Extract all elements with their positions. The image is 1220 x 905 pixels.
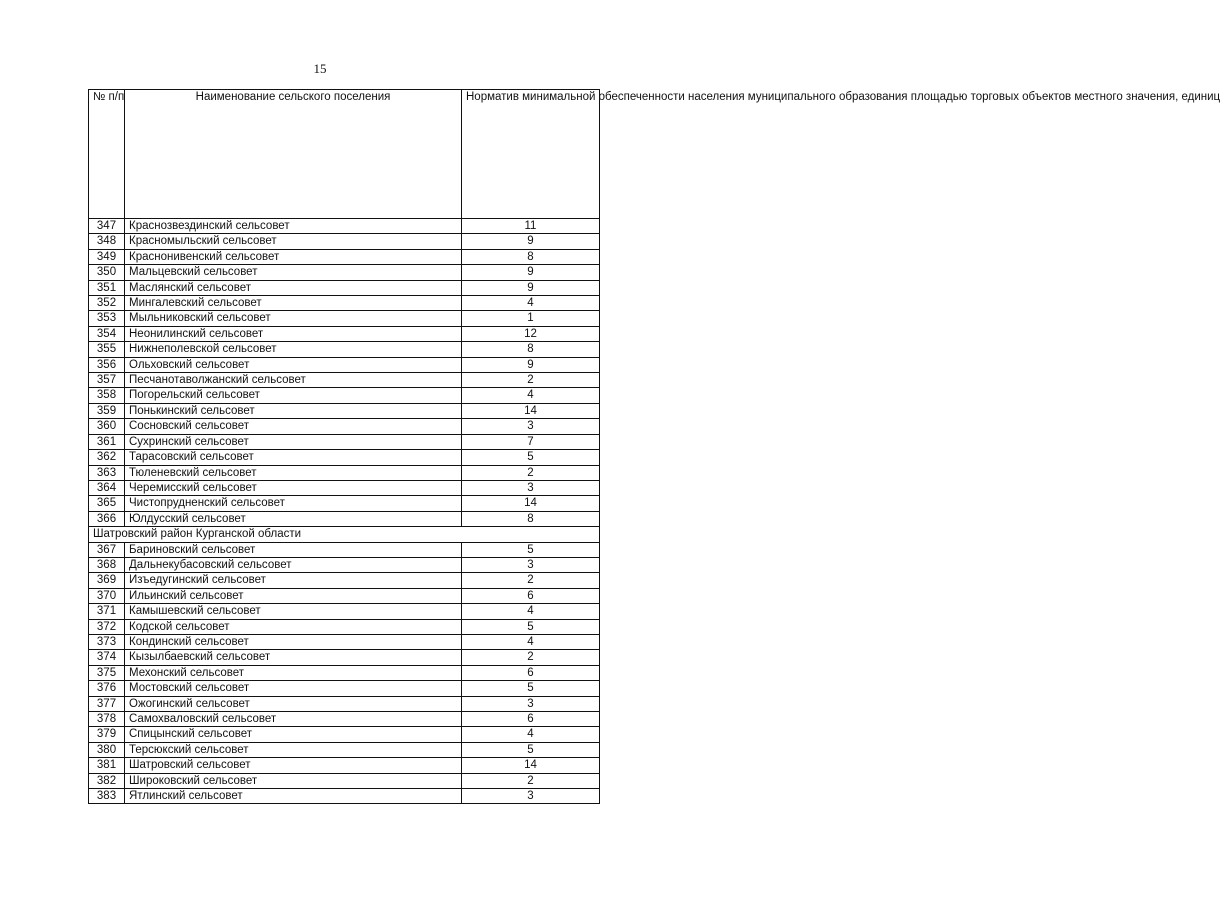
- row-number: 348: [89, 234, 125, 249]
- row-number: 364: [89, 480, 125, 495]
- section-title: Шатровский район Курганской области: [89, 527, 600, 542]
- row-number: 355: [89, 342, 125, 357]
- row-norm-value: 2: [462, 465, 600, 480]
- table-row: [89, 665, 600, 680]
- row-norm-value: 12: [462, 326, 600, 341]
- row-number: 376: [89, 681, 125, 696]
- table-row: [89, 789, 600, 804]
- table-row: [89, 342, 600, 357]
- table-row: [89, 296, 600, 311]
- row-number: 375: [89, 665, 125, 680]
- row-number: 378: [89, 712, 125, 727]
- table-row: [89, 434, 600, 449]
- table-row: [89, 480, 600, 495]
- row-number: 358: [89, 388, 125, 403]
- row-norm-value: 3: [462, 419, 600, 434]
- row-settlement-name: Камышевский сельсовет: [125, 604, 462, 619]
- row-settlement-name: Краснонивенский сельсовет: [125, 249, 462, 264]
- table-body-group1: [89, 219, 600, 527]
- section-body: [89, 527, 600, 542]
- row-number: 362: [89, 450, 125, 465]
- row-norm-value: 9: [462, 265, 600, 280]
- table-row: [89, 696, 600, 711]
- row-number: 372: [89, 619, 125, 634]
- row-settlement-name: Кондинский сельсовет: [125, 634, 462, 649]
- row-settlement-name: Дальнекубасовский сельсовет: [125, 557, 462, 572]
- row-number: 366: [89, 511, 125, 526]
- section-row: [89, 527, 600, 542]
- table-row: [89, 403, 600, 418]
- row-norm-value: 1: [462, 311, 600, 326]
- header-norm: Норматив минимальной обеспеченности населения муниципального образования площадью торговых объектов местного значения, единиц: [462, 90, 600, 219]
- table-row: [89, 742, 600, 757]
- row-norm-value: 8: [462, 249, 600, 264]
- row-norm-value: 5: [462, 542, 600, 557]
- row-number: 368: [89, 557, 125, 572]
- table-row: [89, 773, 600, 788]
- row-settlement-name: Погорельский сельсовет: [125, 388, 462, 403]
- row-settlement-name: Мехонский сельсовет: [125, 665, 462, 680]
- row-number: 356: [89, 357, 125, 372]
- row-settlement-name: Бариновский сельсовет: [125, 542, 462, 557]
- table-row: [89, 388, 600, 403]
- row-norm-value: 3: [462, 480, 600, 495]
- row-norm-value: 14: [462, 496, 600, 511]
- row-norm-value: 5: [462, 742, 600, 757]
- table-row: [89, 604, 600, 619]
- row-settlement-name: Терсюкский сельсовет: [125, 742, 462, 757]
- row-norm-value: 3: [462, 696, 600, 711]
- row-norm-value: 6: [462, 665, 600, 680]
- row-settlement-name: Неонилинский сельсовет: [125, 326, 462, 341]
- row-norm-value: 2: [462, 773, 600, 788]
- row-norm-value: 5: [462, 681, 600, 696]
- table-row: [89, 311, 600, 326]
- row-settlement-name: Маслянский сельсовет: [125, 280, 462, 295]
- row-settlement-name: Ятлинский сельсовет: [125, 789, 462, 804]
- row-norm-value: 3: [462, 789, 600, 804]
- row-norm-value: 4: [462, 388, 600, 403]
- row-settlement-name: Самохваловский сельсовет: [125, 712, 462, 727]
- table-row: [89, 634, 600, 649]
- row-number: 383: [89, 789, 125, 804]
- row-settlement-name: Чистопрудненский сельсовет: [125, 496, 462, 511]
- row-settlement-name: Изъедугинский сельсовет: [125, 573, 462, 588]
- table-row: [89, 511, 600, 526]
- table-row: [89, 650, 600, 665]
- row-norm-value: 9: [462, 234, 600, 249]
- row-norm-value: 2: [462, 650, 600, 665]
- row-number: 367: [89, 542, 125, 557]
- row-number: 377: [89, 696, 125, 711]
- row-number: 360: [89, 419, 125, 434]
- row-number: 363: [89, 465, 125, 480]
- table-row: [89, 249, 600, 264]
- row-settlement-name: Спицынский сельсовет: [125, 727, 462, 742]
- row-number: 381: [89, 758, 125, 773]
- row-norm-value: 2: [462, 573, 600, 588]
- table-header: [89, 90, 1220, 219]
- row-settlement-name: Песчанотаволжанский сельсовет: [125, 373, 462, 388]
- row-number: 351: [89, 280, 125, 295]
- row-settlement-name: Широковский сельсовет: [125, 773, 462, 788]
- row-number: 374: [89, 650, 125, 665]
- table-row: [89, 542, 600, 557]
- row-norm-value: 4: [462, 604, 600, 619]
- table-row: [89, 450, 600, 465]
- row-number: 369: [89, 573, 125, 588]
- row-norm-value: 8: [462, 511, 600, 526]
- row-norm-value: 9: [462, 280, 600, 295]
- table-row: [89, 219, 600, 234]
- row-number: 379: [89, 727, 125, 742]
- row-settlement-name: Сухринский сельсовет: [125, 434, 462, 449]
- table-row: [89, 619, 600, 634]
- row-settlement-name: Нижнеполевской сельсовет: [125, 342, 462, 357]
- row-norm-value: 6: [462, 712, 600, 727]
- row-settlement-name: Мостовский сельсовет: [125, 681, 462, 696]
- row-norm-value: 5: [462, 450, 600, 465]
- row-norm-value: 4: [462, 727, 600, 742]
- table-row: [89, 573, 600, 588]
- row-number: 380: [89, 742, 125, 757]
- row-number: 352: [89, 296, 125, 311]
- table-row: [89, 357, 600, 372]
- page-number: 15: [313, 61, 327, 76]
- row-settlement-name: Шатровский сельсовет: [125, 758, 462, 773]
- row-norm-value: 2: [462, 373, 600, 388]
- table-row: [89, 419, 600, 434]
- row-settlement-name: Кодской сельсовет: [125, 619, 462, 634]
- table-row: [89, 496, 600, 511]
- row-settlement-name: Понькинский сельсовет: [125, 403, 462, 418]
- row-norm-value: 5: [462, 619, 600, 634]
- row-norm-value: 6: [462, 588, 600, 603]
- row-settlement-name: Ольховский сельсовет: [125, 357, 462, 372]
- row-settlement-name: Краснозвездинский сельсовет: [125, 219, 462, 234]
- row-norm-value: 4: [462, 634, 600, 649]
- table-row: [89, 712, 600, 727]
- row-number: 361: [89, 434, 125, 449]
- row-number: 359: [89, 403, 125, 418]
- row-settlement-name: Ильинский сельсовет: [125, 588, 462, 603]
- row-norm-value: 8: [462, 342, 600, 357]
- table-row: [89, 280, 600, 295]
- row-number: 371: [89, 604, 125, 619]
- row-settlement-name: Юлдусский сельсовет: [125, 511, 462, 526]
- header-row: [89, 90, 600, 219]
- table-row: [89, 465, 600, 480]
- row-norm-value: 14: [462, 403, 600, 418]
- row-settlement-name: Красномыльский сельсовет: [125, 234, 462, 249]
- row-norm-value: 14: [462, 758, 600, 773]
- header-number: № п/п: [89, 90, 125, 219]
- row-settlement-name: Ожогинский сельсовет: [125, 696, 462, 711]
- row-number: 354: [89, 326, 125, 341]
- row-number: 370: [89, 588, 125, 603]
- row-number: 347: [89, 219, 125, 234]
- row-number: 357: [89, 373, 125, 388]
- row-norm-value: 4: [462, 296, 600, 311]
- row-number: 373: [89, 634, 125, 649]
- row-number: 349: [89, 249, 125, 264]
- settlements-table: [88, 89, 1220, 804]
- table-row: [89, 681, 600, 696]
- row-settlement-name: Кызылбаевский сельсовет: [125, 650, 462, 665]
- table-row: [89, 326, 600, 341]
- row-number: 350: [89, 265, 125, 280]
- row-settlement-name: Мингалевский сельсовет: [125, 296, 462, 311]
- row-settlement-name: Мальцевский сельсовет: [125, 265, 462, 280]
- row-number: 365: [89, 496, 125, 511]
- table-row: [89, 588, 600, 603]
- row-number: 382: [89, 773, 125, 788]
- table-row: [89, 265, 600, 280]
- header-settlement-name: Наименование сельского поселения: [125, 90, 462, 219]
- table-body-group2: [89, 542, 600, 804]
- table-row: [89, 557, 600, 572]
- row-settlement-name: Тюленевский сельсовет: [125, 465, 462, 480]
- table-row: [89, 234, 600, 249]
- row-number: 353: [89, 311, 125, 326]
- row-settlement-name: Сосновский сельсовет: [125, 419, 462, 434]
- row-norm-value: 11: [462, 219, 600, 234]
- table-row: [89, 373, 600, 388]
- row-norm-value: 3: [462, 557, 600, 572]
- table-row: [89, 758, 600, 773]
- row-norm-value: 9: [462, 357, 600, 372]
- row-settlement-name: Черемисский сельсовет: [125, 480, 462, 495]
- table-row: [89, 727, 600, 742]
- row-norm-value: 7: [462, 434, 600, 449]
- row-settlement-name: Мыльниковский сельсовет: [125, 311, 462, 326]
- row-settlement-name: Тарасовский сельсовет: [125, 450, 462, 465]
